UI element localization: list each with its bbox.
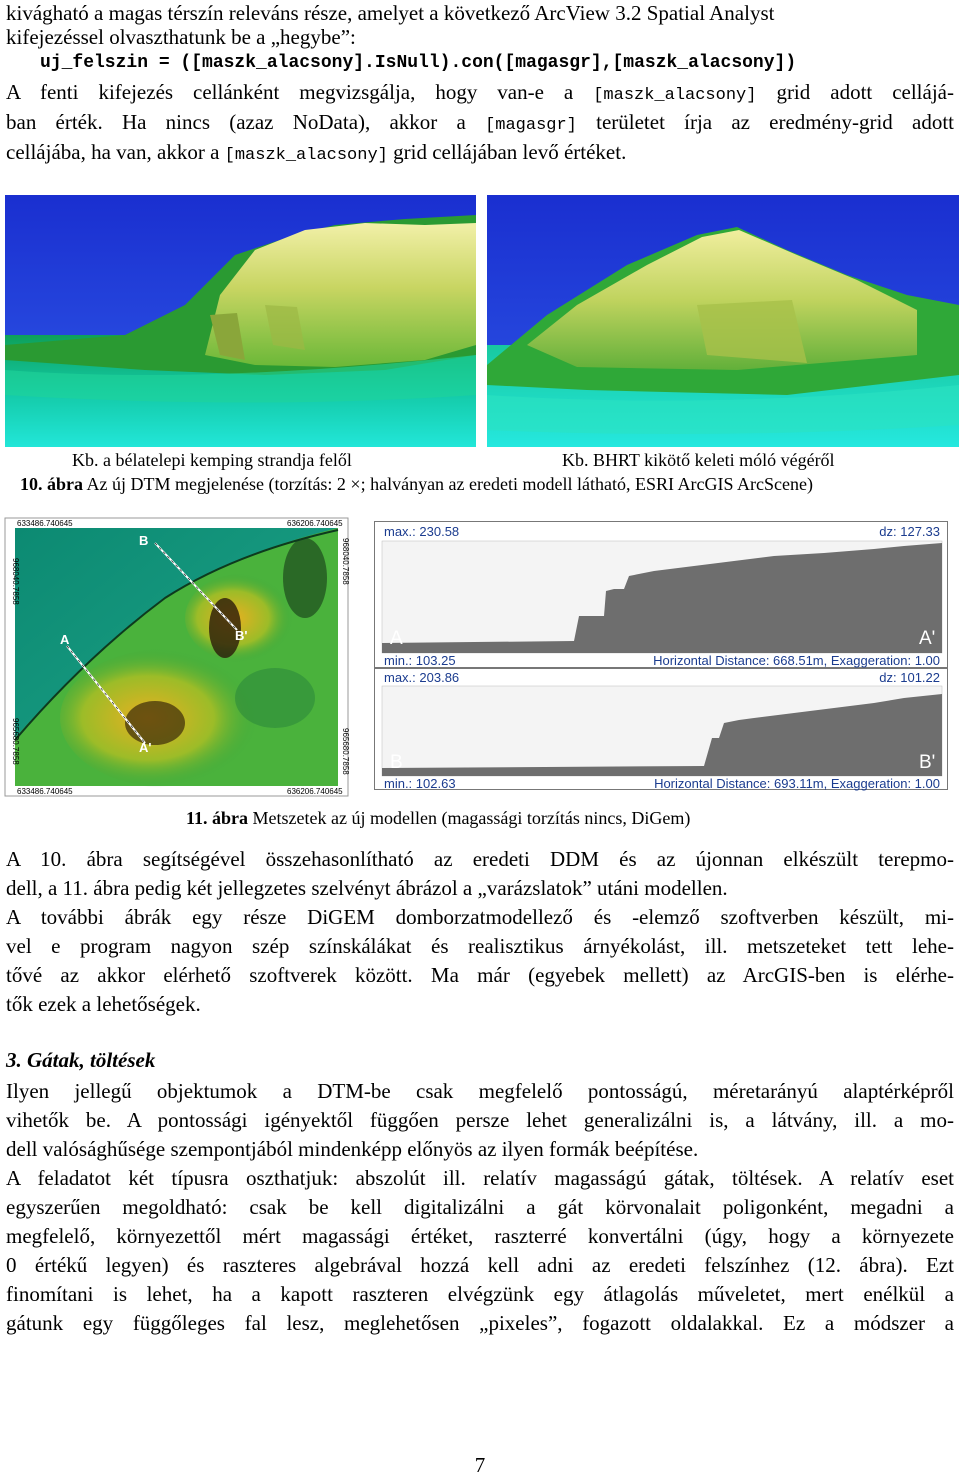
code-run: [maszk_alacsony] bbox=[224, 146, 388, 165]
body-line: finomítani is lehet, ha a kapott raszteren elvégzünk egy átlagolás műveletet, mert enélkül a bbox=[6, 1282, 954, 1306]
body-paragraph-2 bbox=[6, 1077, 954, 1338]
profile-map bbox=[5, 518, 348, 796]
map-coord-side-right-2: 965680.7858 bbox=[341, 728, 350, 775]
figure11-text: Metszetek az új modellen (magassági torzítás nincs, DiGem) bbox=[252, 808, 691, 828]
section-heading: 3. Gátak, töltések bbox=[6, 1048, 156, 1072]
map-coord-top-right: 636206.740645 bbox=[287, 519, 343, 528]
body-line: tők ezek a lehetőségek. bbox=[6, 992, 201, 1016]
body-line: vel e program nagyon szép színskálákat és realisztikus árnyékolást, ill. metszeteket tett lehe- bbox=[6, 934, 954, 958]
map-label-b: B bbox=[139, 533, 149, 548]
text-run: területet írja az eredmény-grid adott bbox=[596, 110, 954, 134]
text-run: grid adott cellájá- bbox=[776, 80, 954, 104]
body-line: gátunk egy függőleges fal lesz, meglehetősen „pixeles”, fogazott oldalakkal. Ez a módszer a bbox=[6, 1311, 954, 1335]
profile-b-b bbox=[374, 668, 948, 790]
intro-line-1: kivágható a magas térszín releváns része, amelyet a következő ArcView 3.2 Spatial Analyst bbox=[6, 1, 775, 25]
body-line: A 10. ábra segítségével összehasonlítható az eredeti DDM és az újonnan elkészült terepmo- bbox=[6, 847, 954, 871]
figure11-caption bbox=[186, 808, 690, 829]
map-coord-top-left: 633486.740645 bbox=[17, 519, 73, 528]
profile1-start: A bbox=[390, 628, 403, 649]
map-label-a-prime: A' bbox=[139, 740, 152, 755]
body-paragraph-1 bbox=[6, 845, 954, 1019]
profile1-dz: dz: 127.33 bbox=[879, 524, 940, 539]
body-line: megfelelő, környezettől mért magassági értéket, raszterré konvertálni (úgy, hogy a környezete bbox=[6, 1224, 954, 1248]
body-line: dell, a 11. ábra pedig két jellegzetes szelvényt ábrázol a „varázslatok” utáni modellen. bbox=[6, 876, 728, 900]
body-line: vihetők be. A pontossági igényektől függően persze lehet generalizálni is, a látvány, ill. a mo- bbox=[6, 1108, 954, 1132]
code-expression: uj_felszin = ([maszk_alacsony].IsNull).con([magasgr],[maszk_alacsony]) bbox=[40, 53, 797, 73]
map-coord-bottom-right: 636206.740645 bbox=[287, 787, 343, 796]
profile1-info: Horizontal Distance: 668.51m, Exaggeration: 1.00 bbox=[653, 653, 940, 668]
figure10-left-caption: Kb. a bélatelepi kemping strandja felől bbox=[72, 450, 352, 470]
profile1-end: A' bbox=[919, 628, 936, 649]
body-line: A további ábrák egy része DiGEM domborzatmodellező és -elemző szoftverben készült, mi- bbox=[6, 905, 954, 929]
profile2-start: B bbox=[390, 752, 403, 773]
terrain-view-left bbox=[5, 195, 476, 447]
body-line: A feladatot két típusra oszthatjuk: abszolút ill. relatív magasságú gátak, töltések. A relatív eset bbox=[6, 1166, 954, 1190]
intro-line-2: kifejezéssel olvaszthatunk be a „hegybe”: bbox=[6, 25, 356, 49]
map-coord-bottom-left: 633486.740645 bbox=[17, 787, 73, 796]
intro-paragraph-line-2 bbox=[6, 108, 954, 140]
body-line: egyszerűen megoldható: csak be kell digitalizálni a gát körvonalait poligonként, megadni a bbox=[6, 1195, 954, 1219]
terrain-view-right bbox=[487, 195, 959, 447]
figure11-number: 11. ábra bbox=[186, 808, 249, 828]
profile-a-a bbox=[374, 521, 948, 668]
profile2-min: min.: 102.63 bbox=[384, 776, 456, 791]
profile2-max: max.: 203.86 bbox=[384, 670, 460, 685]
body-line: tővé az akkor elérhető szoftverek között. Ma már (egyebek mellett) az ArcGIS-ben is elérhe- bbox=[6, 963, 954, 987]
intro-paragraph-line-1 bbox=[6, 78, 954, 110]
profile2-dz: dz: 101.22 bbox=[879, 670, 940, 685]
profile1-min: min.: 103.25 bbox=[384, 653, 456, 668]
map-coord-side-right-1: 968040.7858 bbox=[341, 538, 350, 585]
text-run: A fenti kifejezés cellánként megvizsgálja, hogy van-e a bbox=[6, 80, 574, 104]
body-line: 0 értékű legyen) és raszteres algebrával hozzá kell adni az eredeti felszínhez (12. ábra). Ezt bbox=[6, 1253, 954, 1277]
figure10-caption bbox=[20, 474, 813, 495]
page-number: 7 bbox=[474, 1453, 486, 1477]
profile2-end: B' bbox=[919, 752, 936, 773]
profile1-max: max.: 230.58 bbox=[384, 524, 460, 539]
figure10-number: 10. ábra bbox=[20, 474, 83, 494]
map-coord-side-left-1: 968040.7858 bbox=[11, 558, 20, 605]
text-run: ban érték. Ha nincs (azaz NoData), akkor a bbox=[6, 110, 466, 134]
figure10-right-caption: Kb. BHRT kikötő keleti móló végéről bbox=[562, 450, 835, 470]
figure10-text: Az új DTM megjelenése (torzítás: 2 ×; halványan az eredeti modell látható, ESRI ArcGIS ArcScene) bbox=[86, 474, 813, 494]
intro-paragraph-line-3 bbox=[6, 138, 954, 170]
map-coord-side-left-2: 965680.7858 bbox=[11, 718, 20, 765]
map-label-b-prime: B' bbox=[235, 628, 248, 643]
body-line: Ilyen jellegű objektumok a DTM-be csak megfelelő pontosságú, méretarányú alaptérképről bbox=[6, 1079, 954, 1103]
text-run: cellájába, ha van, akkor a bbox=[6, 140, 220, 164]
body-line: dell valósághűsége szempontjából mindenképp előnyös az ilyen formák beépítése. bbox=[6, 1137, 699, 1161]
code-run: [magasgr] bbox=[485, 116, 577, 135]
map-label-a: A bbox=[60, 632, 70, 647]
profile2-info: Horizontal Distance: 693.11m, Exaggeration: 1.00 bbox=[654, 776, 940, 791]
code-run: [maszk_alacsony] bbox=[593, 86, 757, 105]
text-run: grid cellájában levő értéket. bbox=[393, 140, 627, 164]
